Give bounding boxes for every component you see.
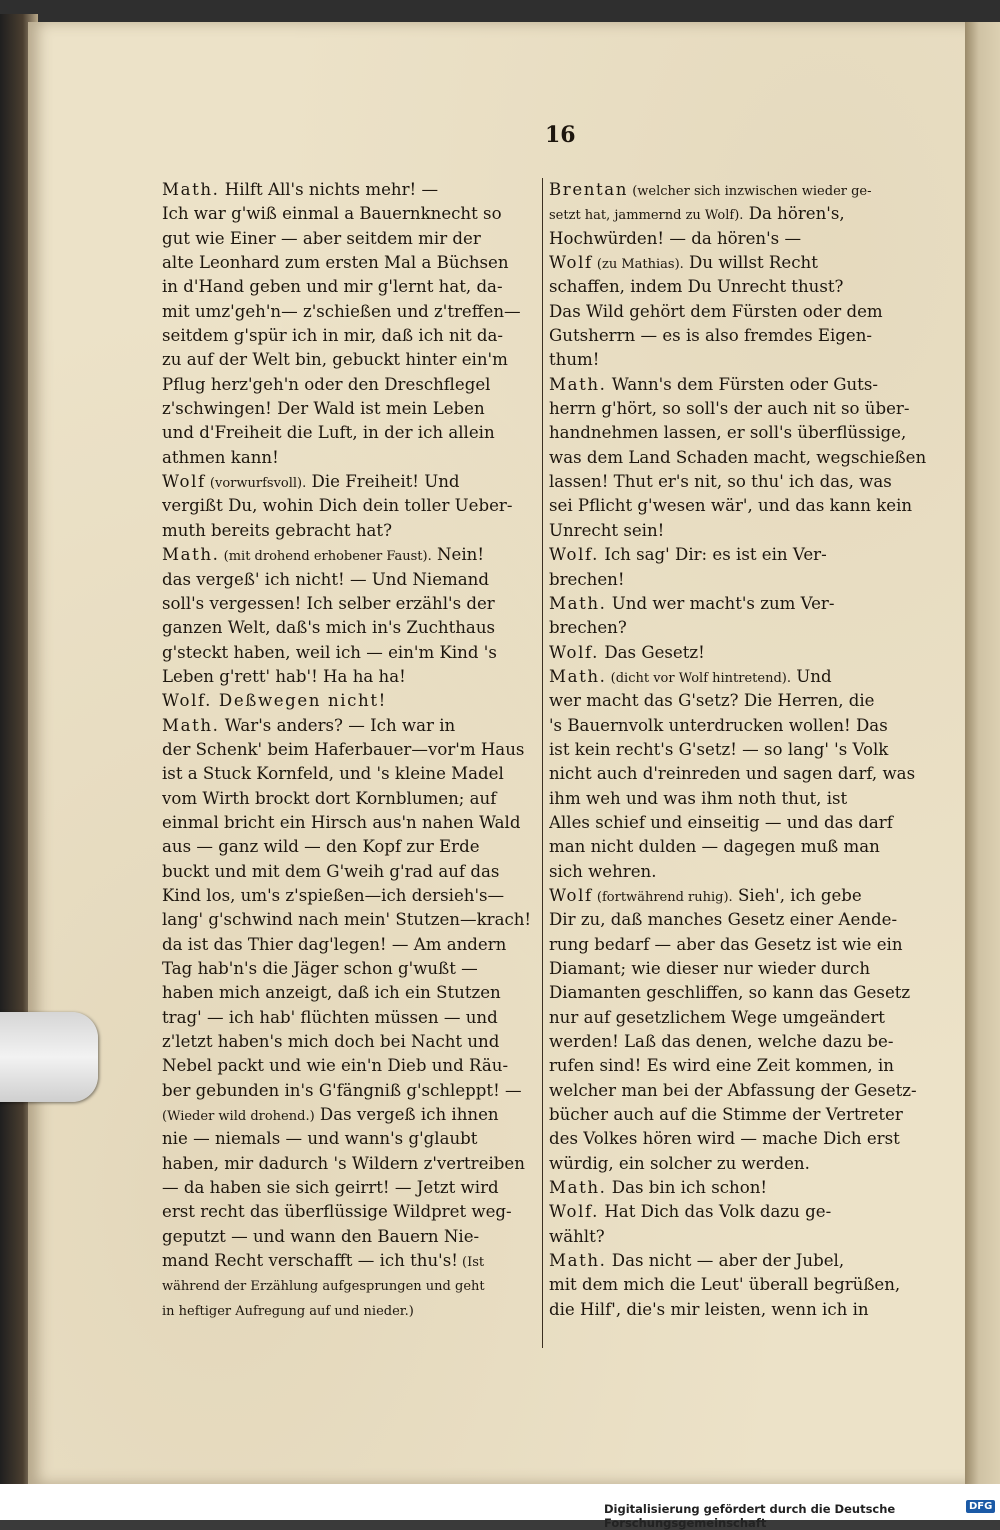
text-line xyxy=(162,933,540,957)
text-line xyxy=(162,714,540,738)
stage-direction: (Wieder wild drohend.) xyxy=(162,1109,315,1125)
speaker-name: Math. xyxy=(549,593,607,613)
dialogue-text: nie — niemals — und wann's g'glaubt xyxy=(162,1129,478,1149)
dialogue-text: sei Pflicht g'wesen wär', und das kann kein xyxy=(549,496,913,516)
text-line xyxy=(549,811,929,835)
dialogue-text: das vergeß' ich nicht! — Und Niemand xyxy=(162,569,489,589)
text-line xyxy=(549,397,929,421)
text-line xyxy=(549,665,929,689)
dialogue-text: Du willst Recht xyxy=(683,253,818,273)
text-line xyxy=(549,373,929,397)
dialogue-text: einmal bricht ein Hirsch aus'n nahen Wald xyxy=(162,812,521,832)
text-line xyxy=(549,860,929,884)
text-line xyxy=(162,641,540,665)
dialogue-text: Gutsherrn — es is also fremdes Eigen- xyxy=(549,326,873,346)
text-line xyxy=(549,835,929,859)
text-line xyxy=(162,1200,540,1224)
text-line xyxy=(162,1225,540,1249)
text-line xyxy=(162,1298,540,1322)
text-line xyxy=(162,543,540,567)
text-line xyxy=(162,762,540,786)
text-line xyxy=(162,1127,540,1151)
dialogue-text: alte Leonhard zum ersten Mal a Büchsen xyxy=(162,253,509,273)
dialogue-text: seitdem g'spür ich in mir, daß ich nit da- xyxy=(162,326,504,346)
text-line xyxy=(162,1249,540,1273)
dialogue-text: Ich war g'wiß einmal a Bauernknecht so xyxy=(162,204,502,224)
dialogue-text: lassen! Thut er's nit, so thu' ich das, was xyxy=(549,472,892,492)
dialogue-text: muth bereits gebracht hat? xyxy=(162,520,392,540)
dialogue-text: mit umz'geh'n— z'schießen und z'treffen— xyxy=(162,301,521,321)
dialogue-text: z'letzt haben's mich doch bei Nacht und xyxy=(162,1032,500,1052)
dialogue-text: Sieh', ich gebe xyxy=(732,885,862,905)
text-line xyxy=(162,689,540,713)
dialogue-text: ist a Stuck Kornfeld, und 's kleine Madel xyxy=(162,764,504,784)
text-line xyxy=(549,227,929,251)
text-line xyxy=(162,446,540,470)
dialogue-text: Nein! xyxy=(431,545,484,565)
dialogue-text: gut wie Einer — aber seitdem mir der xyxy=(162,228,481,248)
text-line xyxy=(549,592,929,616)
scan-background xyxy=(0,0,1000,22)
dialogue-text: War's anders? — Ich war in xyxy=(219,715,456,735)
dialogue-text: geputzt — und wann den Bauern Nie- xyxy=(162,1226,480,1246)
text-line xyxy=(549,1249,929,1273)
speaker-name: Math. xyxy=(162,180,220,199)
dialogue-text: Alles schief und einseitig — und das darf xyxy=(549,812,893,832)
page-number: 16 xyxy=(545,122,576,148)
dialogue-text: Leben g'rett' hab'! Ha ha ha! xyxy=(162,666,406,686)
speaker-name: Deßwegen nicht! xyxy=(212,691,387,711)
dialogue-text: Das bin ich schon! xyxy=(606,1178,768,1198)
dialogue-text: Und xyxy=(791,666,832,686)
text-line xyxy=(549,738,929,762)
text-line xyxy=(549,787,929,811)
dialogue-text: Hilft All's nichts mehr! — xyxy=(219,180,439,199)
text-line xyxy=(549,933,929,957)
text-line xyxy=(549,300,929,324)
text-line xyxy=(549,981,929,1005)
left-text-column xyxy=(162,178,540,1322)
text-line xyxy=(549,324,929,348)
text-line xyxy=(162,373,540,397)
text-line xyxy=(549,762,929,786)
right-text-column xyxy=(549,178,929,1322)
dialogue-text: des Volkes hören wird — mache Dich erst xyxy=(549,1129,900,1149)
dialogue-text: 's Bauernvolk unterdrucken wollen! Das xyxy=(549,715,888,735)
dialogue-text: brechen? xyxy=(549,618,627,638)
speaker-name: Wolf. xyxy=(549,642,600,662)
text-line xyxy=(549,1225,929,1249)
dialogue-text: Hochwürden! — da hören's — xyxy=(549,228,802,248)
dialogue-text: sich wehren. xyxy=(549,861,657,881)
dialogue-text: zu auf der Welt bin, gebuckt hinter ein'm xyxy=(162,350,508,370)
dialogue-text: schaffen, indem Du Unrecht thust? xyxy=(549,277,844,297)
dialogue-text: — da haben sie sich geirrt! — Jetzt wird xyxy=(162,1178,499,1198)
speaker-name: Wolf xyxy=(162,472,206,492)
text-line xyxy=(162,1152,540,1176)
text-line xyxy=(162,908,540,932)
text-line xyxy=(162,494,540,518)
dialogue-text: da ist das Thier dag'legen! — Am andern xyxy=(162,934,507,954)
dialogue-text: ist kein recht's G'setz! — so lang' 's Volk xyxy=(549,739,889,759)
text-line xyxy=(162,397,540,421)
text-line xyxy=(549,1176,929,1200)
dialogue-text: Diamanten geschliffen, so kann das Gesetz xyxy=(549,983,911,1003)
text-line xyxy=(549,1152,929,1176)
text-line xyxy=(549,714,929,738)
facing-page-edge xyxy=(965,22,1000,1484)
text-line xyxy=(549,1006,929,1030)
text-line xyxy=(549,494,929,518)
text-line xyxy=(549,616,929,640)
text-line xyxy=(162,227,540,251)
text-line xyxy=(162,178,540,202)
text-line xyxy=(549,957,929,981)
dialogue-text: Diamant; wie dieser nur wieder durch xyxy=(549,959,871,978)
text-line xyxy=(162,1273,540,1297)
text-line xyxy=(549,178,929,202)
text-line xyxy=(162,1103,540,1127)
speaker-name: Math. xyxy=(549,666,607,686)
text-line xyxy=(549,908,929,932)
stage-direction: (dicht vor Wolf hintretend). xyxy=(606,670,791,686)
speaker-name: Math. xyxy=(549,1178,607,1198)
dialogue-text: nicht auch d'reinreden und sagen darf, was xyxy=(549,764,916,784)
stage-direction: (zu Mathias). xyxy=(592,257,684,273)
dialogue-text: Dir zu, daß manches Gesetz einer Aende- xyxy=(549,910,898,930)
text-line xyxy=(549,1298,929,1322)
text-line xyxy=(549,1127,929,1151)
speaker-name: Wolf xyxy=(549,253,593,273)
stage-direction: während der Erzählung aufgesprungen und geht xyxy=(162,1279,485,1295)
stage-direction: in heftiger Aufregung auf und nieder.) xyxy=(162,1303,414,1319)
text-line xyxy=(162,592,540,616)
digitization-note: Digitalisierung gefördert durch die Deutsche Forschungsgemeinschaft xyxy=(604,1502,896,1530)
text-line xyxy=(549,275,929,299)
dialogue-text: nur auf gesetzlichem Wege umgeändert xyxy=(549,1007,885,1027)
dialogue-text: haben, mir dadurch 's Wildern z'vertreiben xyxy=(162,1153,525,1173)
column-divider xyxy=(542,178,543,1348)
text-line xyxy=(162,275,540,299)
page-tab-marker xyxy=(0,1012,98,1102)
stage-direction: (fortwährend ruhig). xyxy=(592,889,733,905)
speaker-name: Math. xyxy=(549,1251,607,1271)
text-line xyxy=(162,1176,540,1200)
dialogue-text: Das Wild gehört dem Fürsten oder dem xyxy=(549,301,883,321)
stage-direction: setzt hat, jammernd zu Wolf). xyxy=(549,208,744,224)
dialogue-text: würdig, ein solcher zu werden. xyxy=(549,1153,810,1173)
dialogue-text: ihm weh und was ihm noth thut, ist xyxy=(549,788,848,808)
dialogue-text: trag' — ich hab' flüchten müssen — und xyxy=(162,1007,498,1027)
text-line xyxy=(162,251,540,275)
text-line xyxy=(162,616,540,640)
text-line xyxy=(549,568,929,592)
dialogue-text: brechen! xyxy=(549,569,625,589)
text-line xyxy=(162,835,540,859)
dialogue-text: Pflug herz'geh'n oder den Dreschflegel xyxy=(162,374,491,394)
dialogue-text: mit dem mich die Leut' überall begrüßen, xyxy=(549,1275,901,1295)
dialogue-text: und d'Freiheit die Luft, in der ich allein xyxy=(162,423,495,443)
text-line xyxy=(162,738,540,762)
dialogue-text: lang' g'schwind nach mein' Stutzen—krach! xyxy=(162,910,532,930)
dialogue-text: aus — ganz wild — den Kopf zur Erde xyxy=(162,837,480,857)
text-line xyxy=(162,811,540,835)
text-line xyxy=(549,1054,929,1078)
dialogue-text: thum! xyxy=(549,350,600,370)
dialogue-text: rung bedarf — aber das Gesetz ist wie ein xyxy=(549,934,903,954)
text-line xyxy=(162,470,540,494)
dialogue-text: buckt und mit dem G'weih g'rad auf das xyxy=(162,861,500,881)
stage-direction: (mit drohend erhobener Faust). xyxy=(219,549,432,565)
dialogue-text: Die Freiheit! Und xyxy=(306,472,460,492)
dialogue-text: herrn g'hört, so soll's der auch nit so über- xyxy=(549,399,910,419)
dialogue-text: Und wer macht's zum Ver- xyxy=(606,593,835,613)
text-line xyxy=(162,202,540,226)
dialogue-text: athmen kann! xyxy=(162,447,279,467)
dialogue-text: g'steckt haben, weil ich — ein'm Kind 's xyxy=(162,642,497,662)
dialogue-text: Kind los, um's z'spießen—ich dersieh's— xyxy=(162,885,505,905)
dialogue-text: Ich sag' Dir: es ist ein Ver- xyxy=(599,545,827,565)
dialogue-text: soll's vergessen! Ich selber erzähl's der xyxy=(162,593,495,613)
text-line xyxy=(549,519,929,543)
speaker-name: Wolf. xyxy=(549,1202,600,1222)
dialogue-text: in d'Hand geben und mir g'lernt hat, da- xyxy=(162,277,503,297)
dialogue-text: handnehmen lassen, er soll's überflüssige, xyxy=(549,423,907,443)
text-line xyxy=(162,665,540,689)
text-line xyxy=(549,1103,929,1127)
dialogue-text: Das vergeß ich ihnen xyxy=(314,1105,499,1125)
text-line xyxy=(162,568,540,592)
dialogue-text: mand Recht verschafft — ich thu's! xyxy=(162,1251,458,1271)
text-line xyxy=(162,957,540,981)
text-line xyxy=(162,1006,540,1030)
dfg-logo: DFG xyxy=(966,1500,995,1513)
speaker-name: Wolf xyxy=(549,885,593,905)
text-line xyxy=(162,519,540,543)
text-line xyxy=(162,884,540,908)
text-line xyxy=(162,300,540,324)
text-line xyxy=(549,421,929,445)
stage-direction: (welcher sich inzwischen wieder ge- xyxy=(628,184,872,199)
dialogue-text: was dem Land Schaden macht, wegschießen xyxy=(549,447,927,467)
text-line xyxy=(549,689,929,713)
dialogue-text: ber gebunden in's G'fängniß g'schleppt! — xyxy=(162,1080,522,1100)
text-line xyxy=(549,348,929,372)
text-line xyxy=(162,787,540,811)
text-line xyxy=(549,1273,929,1297)
dialogue-text: Wann's dem Fürsten oder Guts- xyxy=(606,374,878,394)
dialogue-text: rufen sind! Es wird eine Zeit kommen, in xyxy=(549,1056,894,1076)
speaker-name: Wolf. xyxy=(162,691,213,711)
text-line xyxy=(549,1079,929,1103)
stage-direction: (vorwurfsvoll). xyxy=(205,476,307,492)
text-line xyxy=(549,251,929,275)
text-line xyxy=(162,1079,540,1103)
text-line xyxy=(162,1054,540,1078)
speaker-name: Math. xyxy=(549,374,607,394)
dialogue-text: wer macht das G'setz? Die Herren, die xyxy=(549,691,875,711)
speaker-name: Math. xyxy=(162,715,220,735)
dialogue-text: der Schenk' beim Haferbauer—vor'm Haus xyxy=(162,739,525,759)
dialogue-text: z'schwingen! Der Wald ist mein Leben xyxy=(162,399,485,419)
speaker-name: Brentan xyxy=(549,180,629,199)
speaker-name: Math. xyxy=(162,545,220,565)
stage-direction: (Ist xyxy=(457,1255,485,1271)
text-line xyxy=(549,1030,929,1054)
dialogue-text: die Hilf', die's mir leisten, wenn ich in xyxy=(549,1299,869,1319)
text-line xyxy=(549,884,929,908)
text-line xyxy=(162,981,540,1005)
dialogue-text: Unrecht sein! xyxy=(549,520,665,540)
dialogue-text: bücher auch auf die Stimme der Vertreter xyxy=(549,1105,903,1125)
text-line xyxy=(549,446,929,470)
text-line xyxy=(549,641,929,665)
dialogue-text: Hat Dich das Volk dazu ge- xyxy=(599,1202,832,1222)
text-line xyxy=(549,543,929,567)
dialogue-text: Das nicht — aber der Jubel, xyxy=(606,1251,845,1271)
text-line xyxy=(549,1200,929,1224)
dialogue-text: haben mich anzeigt, daß ich ein Stutzen xyxy=(162,983,501,1003)
dialogue-text: werden! Laß das denen, welche dazu be- xyxy=(549,1032,894,1052)
dialogue-text: ganzen Welt, daß's mich in's Zuchthaus xyxy=(162,618,496,638)
text-line xyxy=(162,860,540,884)
dialogue-text: man nicht dulden — dagegen muß man xyxy=(549,837,880,857)
dialogue-text: Tag hab'n's die Jäger schon g'wußt — xyxy=(162,959,478,978)
text-line xyxy=(162,324,540,348)
dialogue-text: Das Gesetz! xyxy=(599,642,705,662)
speaker-name: Wolf. xyxy=(549,545,600,565)
text-line xyxy=(162,348,540,372)
dialogue-text: vom Wirth brockt dort Kornblumen; auf xyxy=(162,788,497,808)
text-line xyxy=(162,1030,540,1054)
dialogue-text: Nebel packt und wie ein'n Dieb und Räu- xyxy=(162,1056,509,1076)
text-line xyxy=(549,202,929,226)
dialogue-text: erst recht das überflüssige Wildpret weg- xyxy=(162,1202,512,1222)
dialogue-text: welcher man bei der Abfassung der Gesetz- xyxy=(549,1080,917,1100)
dialogue-text: wählt? xyxy=(549,1226,605,1246)
dialogue-text: vergißt Du, wohin Dich dein toller Ueber- xyxy=(162,496,513,516)
text-line xyxy=(162,421,540,445)
text-line xyxy=(549,470,929,494)
dialogue-text: Da hören's, xyxy=(743,204,845,224)
